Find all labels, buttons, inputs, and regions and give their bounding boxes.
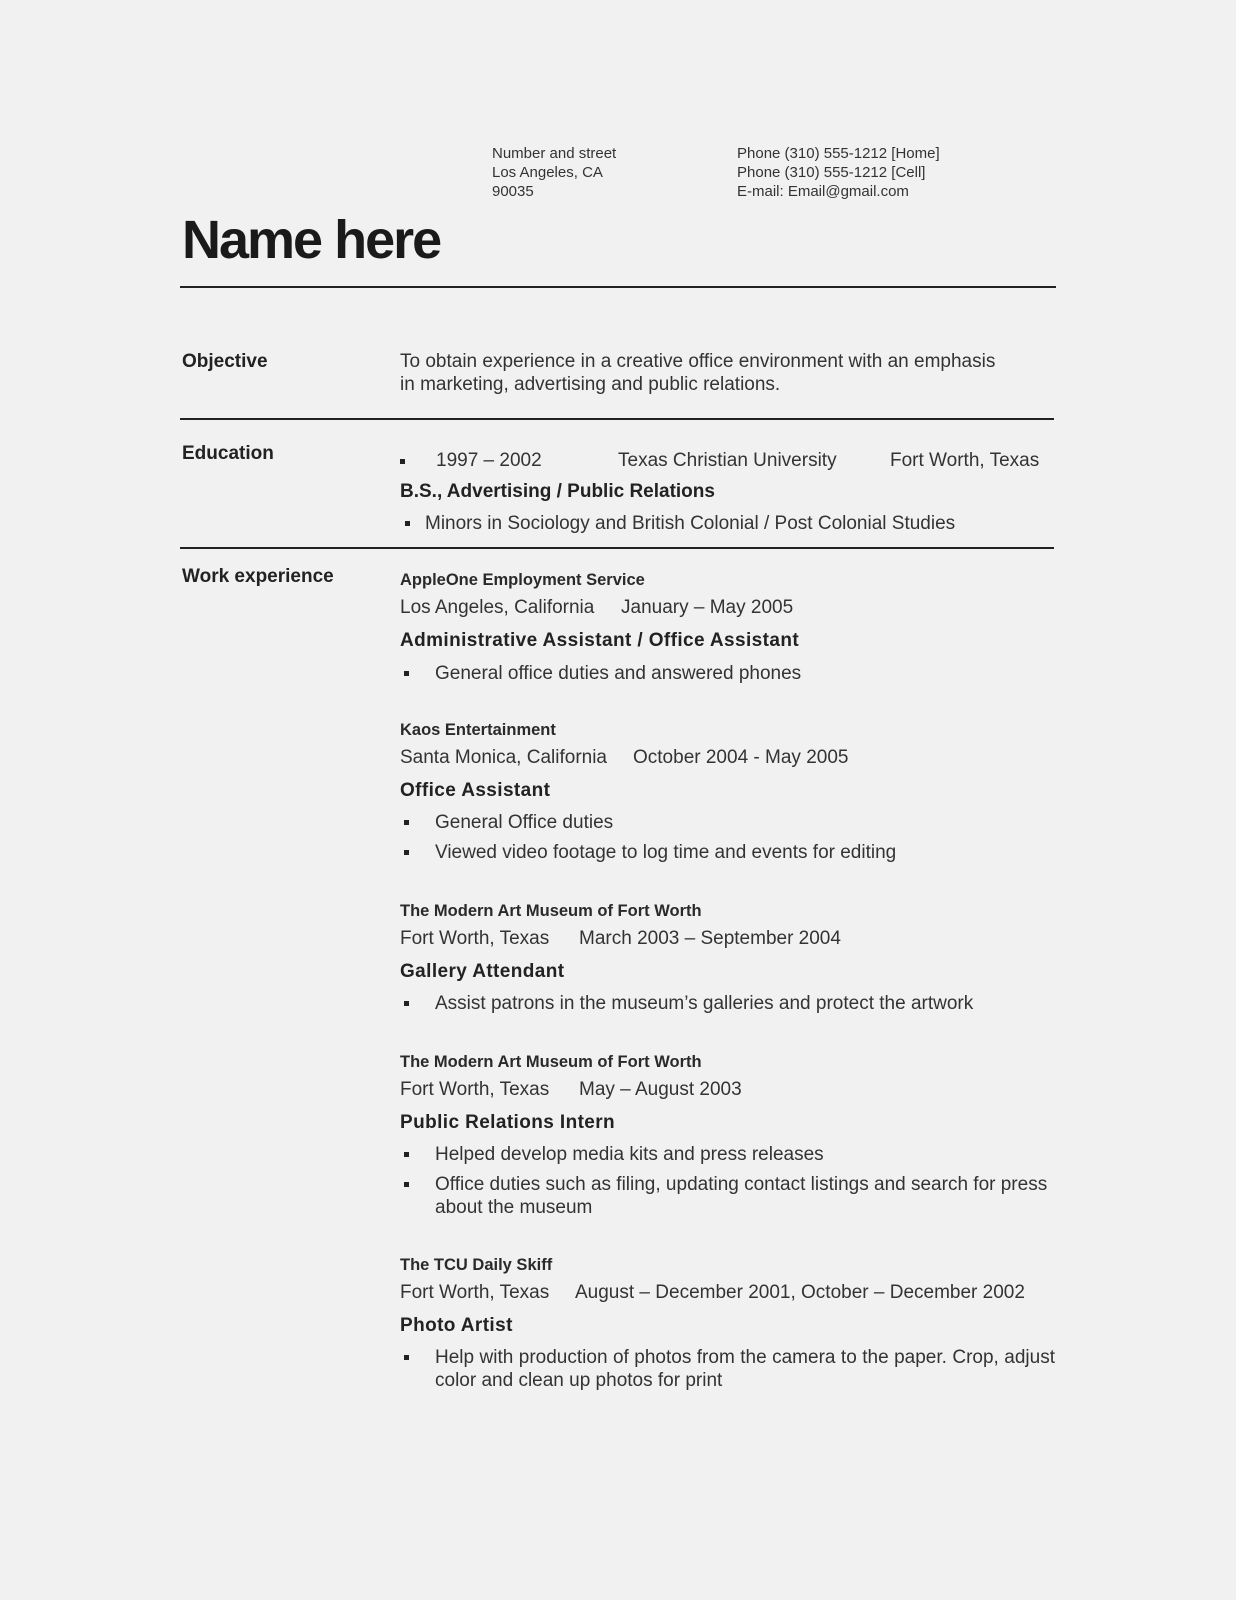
education-divider: [180, 547, 1054, 549]
job-company: AppleOne Employment Service: [400, 571, 645, 589]
applicant-name: Name here: [182, 210, 441, 270]
address-block: [492, 144, 616, 201]
education-row: [400, 450, 1056, 474]
job-title: Office Assistant: [400, 780, 551, 801]
duty-text: Help with production of photos from the camera to the paper. Crop, adjust color and clean up photos for print: [435, 1347, 1055, 1391]
job-title: Gallery Attendant: [400, 961, 565, 982]
bullet-icon: [404, 1355, 409, 1360]
address-city: Los Angeles, CA: [492, 164, 603, 181]
job-location-row: [400, 597, 794, 619]
job-dates: March 2003 – September 2004: [579, 928, 841, 949]
job-dates: May – August 2003: [579, 1079, 742, 1100]
contact-block: [737, 144, 940, 201]
phone-cell: Phone (310) 555-1212 [Cell]: [737, 164, 926, 181]
duty-text: Viewed video footage to log time and events for editing: [435, 842, 897, 863]
duty-text: Helped develop media kits and press releases: [435, 1144, 824, 1165]
job-location-row: [400, 1282, 1025, 1304]
objective-line-2: in marketing, advertising and public relations.: [400, 374, 781, 395]
duty-text: Assist patrons in the museum’s galleries and protect the artwork: [435, 993, 974, 1014]
job-company: The Modern Art Museum of Fort Worth: [400, 1053, 702, 1071]
minors-text: Minors in Sociology and British Colonial / Post Colonial Studies: [425, 513, 956, 534]
address-zip: 90035: [492, 183, 534, 200]
bullet-icon: [404, 671, 409, 676]
bullet-icon: [404, 1001, 409, 1006]
duty-text: General office duties and answered phones: [435, 663, 802, 684]
job-company: The TCU Daily Skiff: [400, 1256, 553, 1274]
bullet-icon: [404, 820, 409, 825]
duty-text: Office duties such as filing, updating contact listings and search for press about the museum: [435, 1174, 1048, 1218]
bullet-icon: [400, 459, 405, 464]
education-years: 1997 – 2002: [436, 450, 542, 471]
job-title: Public Relations Intern: [400, 1112, 616, 1133]
education-degree: B.S., Advertising / Public Relations: [400, 481, 715, 502]
job-location-row: [400, 928, 841, 950]
job-location-row: [400, 747, 849, 769]
bullet-icon: [404, 1152, 409, 1157]
phone-home: Phone (310) 555-1212 [Home]: [737, 145, 940, 162]
objective-text: [400, 350, 995, 396]
job-company: The Modern Art Museum of Fort Worth: [400, 902, 702, 920]
job-location: Santa Monica, California: [400, 747, 607, 768]
job-location: Los Angeles, California: [400, 597, 595, 618]
header-divider: [180, 286, 1056, 288]
bullet-icon: [405, 521, 410, 526]
objective-label: Objective: [182, 351, 268, 372]
job-title: Administrative Assistant / Office Assistant: [400, 630, 800, 651]
job-title: Photo Artist: [400, 1315, 513, 1336]
bullet-icon: [404, 1182, 409, 1187]
education-location: Fort Worth, Texas: [890, 450, 1040, 471]
job-dates: January – May 2005: [621, 597, 794, 618]
job-dates: October 2004 - May 2005: [633, 747, 849, 768]
job-location-row: [400, 1079, 742, 1101]
work-label: Work experience: [182, 566, 334, 587]
job-company: Kaos Entertainment: [400, 721, 556, 739]
objective-divider: [180, 418, 1054, 420]
duty-text: General Office duties: [435, 812, 614, 833]
education-label: Education: [182, 443, 274, 464]
job-dates: August – December 2001, October – December 2002: [575, 1282, 1025, 1303]
address-street: Number and street: [492, 145, 617, 162]
job-location: Fort Worth, Texas: [400, 928, 550, 949]
job-location: Fort Worth, Texas: [400, 1079, 550, 1100]
email: E-mail: Email@gmail.com: [737, 183, 909, 200]
job-location: Fort Worth, Texas: [400, 1282, 550, 1303]
education-school: Texas Christian University: [618, 450, 837, 471]
objective-line-1: To obtain experience in a creative office environment with an emphasis: [400, 351, 996, 372]
bullet-icon: [404, 850, 409, 855]
